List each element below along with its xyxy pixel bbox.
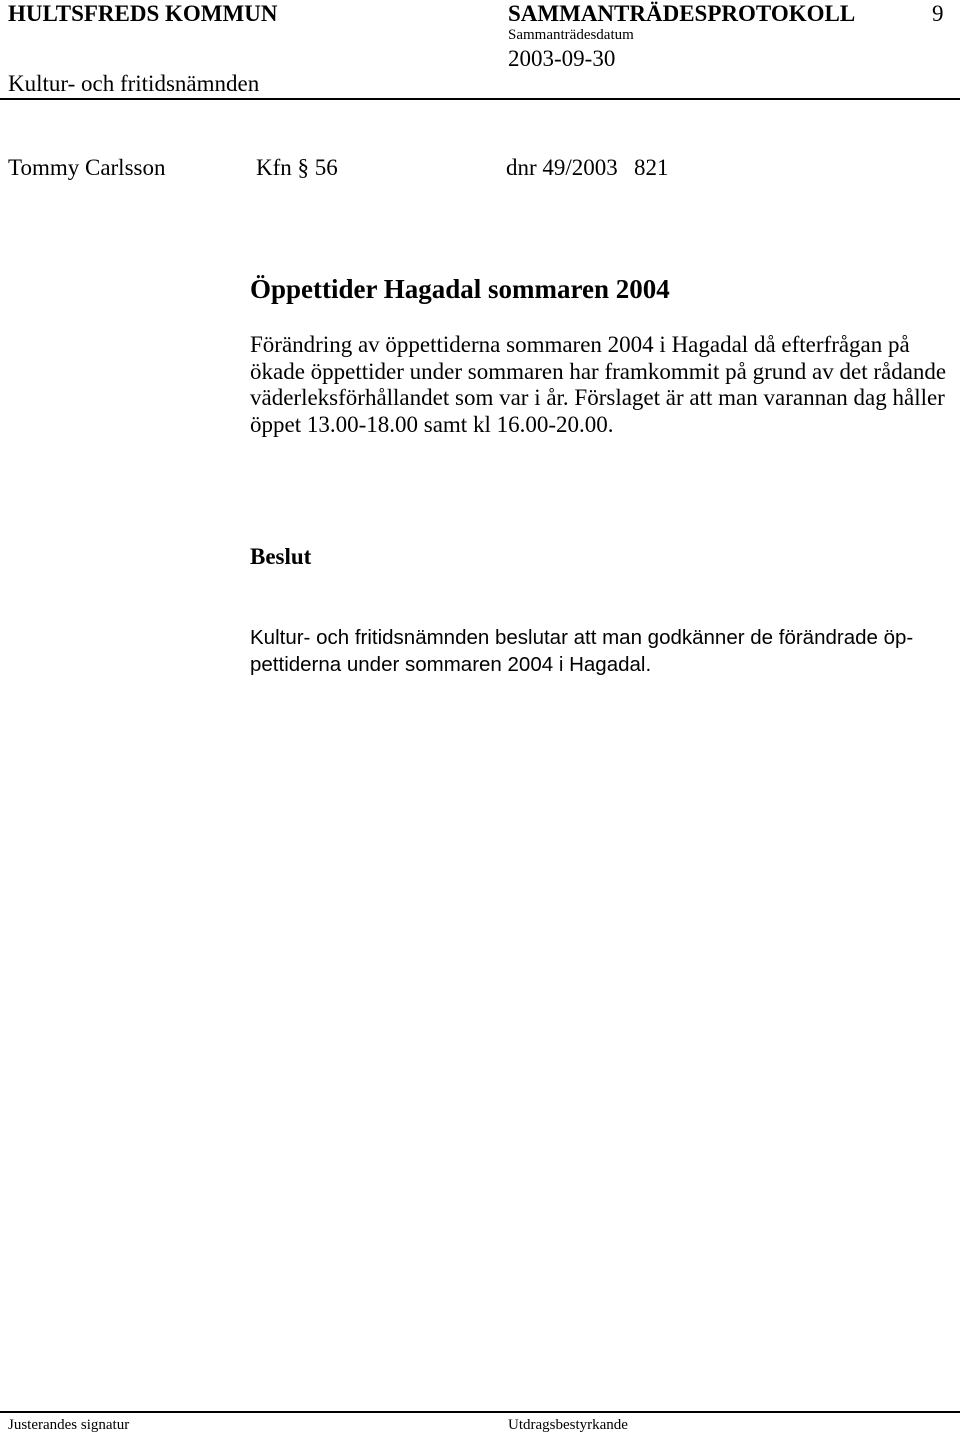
- adjuster-signature-label: Justerandes signatur: [8, 1417, 130, 1433]
- body-line: väderleksförhållandet som var i år. Förslaget är att man varannan dag håller: [250, 385, 945, 410]
- footer-divider: [0, 1411, 960, 1413]
- decision-heading: Beslut: [250, 544, 312, 569]
- meeting-date-label: Sammanträdesdatum: [508, 27, 634, 43]
- decision-line: pettiderna under sommaren 2004 i Hagadal.: [250, 653, 652, 676]
- body-line: Förändring av öppettiderna sommaren 2004 i Hagadal då efterfrågan på: [250, 332, 910, 357]
- document-type: SAMMANTRÄDESPROTOKOLL: [508, 1, 856, 26]
- municipality-name: HULTSFREDS KOMMUN: [8, 1, 278, 26]
- decision-line: Kultur- och fritidsnämnden beslutar att man godkänner de förändrade öp-: [250, 626, 914, 649]
- meeting-date: 2003-09-30: [508, 46, 616, 71]
- case-code: 821: [634, 155, 669, 180]
- section-title: Öppettider Hagadal sommaren 2004: [250, 274, 670, 304]
- case-paragraph: Kfn § 56: [256, 155, 338, 180]
- page-number: 9: [932, 1, 944, 26]
- case-officer: Tommy Carlsson: [8, 155, 166, 180]
- extract-certification-label: Utdragsbestyrkande: [508, 1417, 628, 1433]
- committee-name: Kultur- och fritidsnämnden: [8, 71, 260, 96]
- body-line: ökade öppettider under sommaren har framkommit på grund av det rådande: [250, 359, 947, 384]
- case-reference: dnr 49/2003: [506, 155, 618, 180]
- header-divider: [0, 98, 960, 100]
- body-line: öppet 13.00-18.00 samt kl 16.00-20.00.: [250, 412, 614, 437]
